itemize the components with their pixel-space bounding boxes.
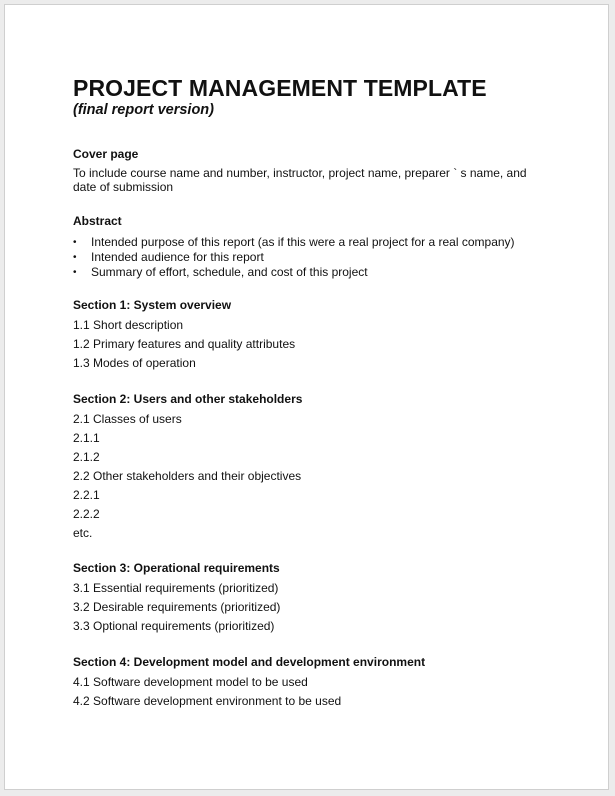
document-title: PROJECT MANAGEMENT TEMPLATE [73, 75, 487, 101]
section-line: 3.1 Essential requirements (prioritized) [73, 581, 279, 595]
list-item-text: Intended purpose of this report (as if this were a real project for a real company) [91, 235, 515, 249]
list-item [73, 250, 553, 265]
abstract-heading: Abstract [73, 214, 122, 228]
section-line: 1.3 Modes of operation [73, 356, 196, 370]
cover-page-section [73, 147, 553, 194]
section-line: 1.1 Short description [73, 318, 184, 332]
section-line: 3.3 Optional requirements (prioritized) [73, 619, 275, 633]
abstract-section [73, 214, 553, 280]
bullet-icon: • [73, 267, 77, 278]
list-item [73, 235, 553, 250]
abstract-bullet-list [73, 235, 553, 280]
list-item-text: Summary of effort, schedule, and cost of this project [91, 265, 368, 279]
section-4 [73, 655, 553, 713]
document-page [4, 4, 609, 790]
cover-page-text: To include course name and number, instructor, project name, preparer ` s name, and date of submission [73, 166, 527, 194]
bullet-icon: • [73, 252, 77, 263]
section-line: 2.1 Classes of users [73, 412, 182, 426]
section-line: 2.2 Other stakeholders and their objectives [73, 469, 302, 483]
section-4-heading: Section 4: Development model and development environment [73, 655, 426, 669]
section-1 [73, 298, 553, 375]
section-line: 2.2.1 [73, 488, 100, 502]
section-line: 1.2 Primary features and quality attributes [73, 337, 296, 351]
section-3-heading: Section 3: Operational requirements [73, 561, 280, 575]
section-2 [73, 392, 553, 545]
document-content [73, 75, 553, 708]
section-line: 2.1.1 [73, 431, 100, 445]
bullet-icon: • [73, 237, 77, 248]
section-line: etc. [73, 526, 93, 540]
section-line: 2.2.2 [73, 507, 100, 521]
document-subtitle: (final report version) [73, 102, 214, 118]
list-item-text: Intended audience for this report [91, 250, 264, 264]
list-item [73, 265, 553, 280]
section-2-heading: Section 2: Users and other stakeholders [73, 392, 303, 406]
section-line: 3.2 Desirable requirements (prioritized) [73, 600, 281, 614]
cover-page-heading: Cover page [73, 147, 139, 161]
section-3 [73, 561, 553, 638]
section-line: 2.1.2 [73, 450, 100, 464]
section-line: 4.1 Software development model to be used [73, 675, 308, 689]
section-1-heading: Section 1: System overview [73, 298, 232, 312]
section-line: 4.2 Software development environment to be used [73, 694, 342, 708]
